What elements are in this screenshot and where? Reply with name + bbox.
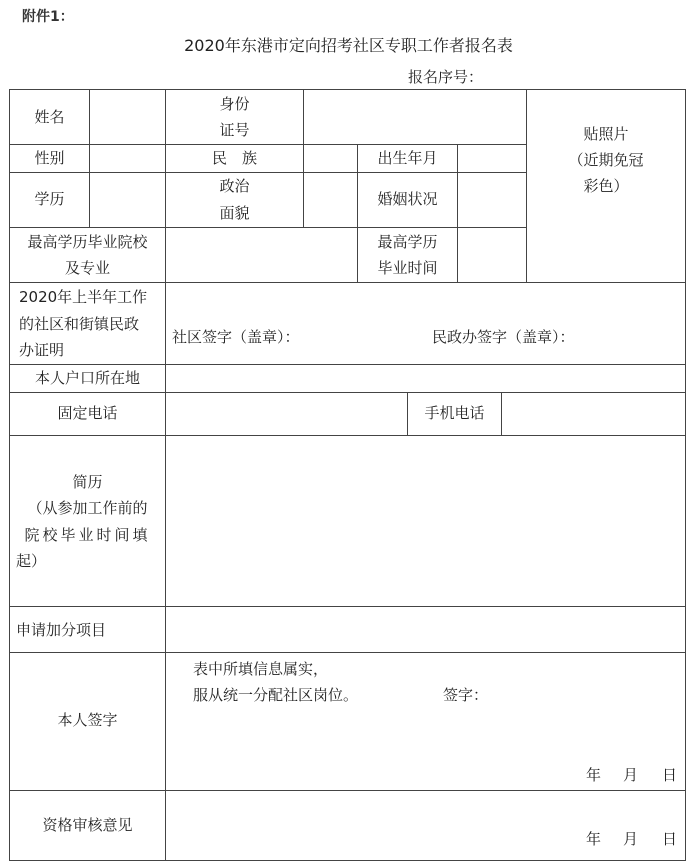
education-label: 学历 (34, 190, 65, 208)
row-divider (9, 435, 686, 436)
row-divider (9, 392, 686, 393)
col-divider (89, 89, 90, 227)
mobile-phone-label: 手机电话 (424, 404, 485, 422)
row-divider (9, 282, 686, 283)
table-border-top (9, 89, 686, 90)
school-label-line1: 最高学历毕业院校 (27, 233, 148, 251)
community-signature-label: 社区签字（盖章）： (172, 328, 300, 346)
table-border-right (685, 89, 686, 861)
marital-status-label: 婚姻状况 (377, 190, 438, 208)
form-title: 2020年东港市定向招考社区专职工作者报名表 (184, 36, 513, 55)
resume-label-line3: 院校毕业时间填 (24, 526, 151, 544)
school-label-line2: 及专业 (64, 259, 110, 277)
resume-label-line1: 简历 (72, 473, 103, 491)
photo-label-line2: （近期免冠 (568, 151, 644, 169)
row-divider (9, 652, 686, 653)
photo-label-line3: 彩色） (583, 177, 629, 195)
attachment-label: 附件1： (22, 9, 74, 25)
civil-affairs-signature-label: 民政办签字（盖章）： (432, 328, 575, 346)
year-label: 年 (586, 766, 602, 784)
bonus-items-label: 申请加分项目 (16, 621, 107, 639)
review-year-label: 年 (586, 830, 602, 848)
graduation-time-label-line1: 最高学历 (377, 233, 438, 251)
resume-label-line2: （从参加工作前的 (27, 499, 148, 517)
resume-label-line4: 起） (16, 552, 47, 570)
qualification-review-label: 资格审核意见 (42, 816, 133, 834)
graduation-time-label-line2: 毕业时间 (377, 259, 438, 277)
row-divider (9, 227, 526, 228)
month-label: 月 (623, 766, 639, 784)
day-label: 日 (662, 766, 678, 784)
gender-label: 性别 (34, 149, 65, 167)
self-signature-label: 本人签字 (57, 711, 118, 729)
signature-label: 签字： (443, 686, 489, 704)
id-number-label-line2: 证号 (219, 121, 250, 139)
community-proof-label-line1: 2020年上半年工作 (19, 288, 148, 306)
registration-number-label: 报名序号： (408, 68, 484, 86)
community-proof-label-line2: 的社区和街镇民政 (19, 315, 140, 333)
col-divider (303, 89, 304, 227)
community-proof-label-line3: 办证明 (19, 341, 65, 359)
declaration-line2: 服从统一分配社区岗位。 (193, 686, 359, 704)
name-label: 姓名 (34, 108, 65, 126)
row-divider (9, 606, 686, 607)
col-divider (501, 392, 502, 435)
political-status-label-line1: 政治 (219, 177, 250, 195)
declaration-line1: 表中所填信息属实， (193, 660, 329, 678)
birth-date-label: 出生年月 (377, 149, 438, 167)
review-month-label: 月 (623, 830, 639, 848)
review-day-label: 日 (662, 830, 678, 848)
landline-label: 固定电话 (57, 404, 118, 422)
row-divider (9, 790, 686, 791)
ethnicity-label: 民 族 (211, 149, 257, 167)
table-border-bottom (9, 860, 686, 861)
photo-label-line1: 贴照片 (583, 125, 629, 143)
political-status-label-line2: 面貌 (219, 204, 250, 222)
id-number-label-line1: 身份 (219, 95, 250, 113)
col-divider (457, 144, 458, 282)
household-registration-label: 本人户口所在地 (34, 369, 140, 387)
